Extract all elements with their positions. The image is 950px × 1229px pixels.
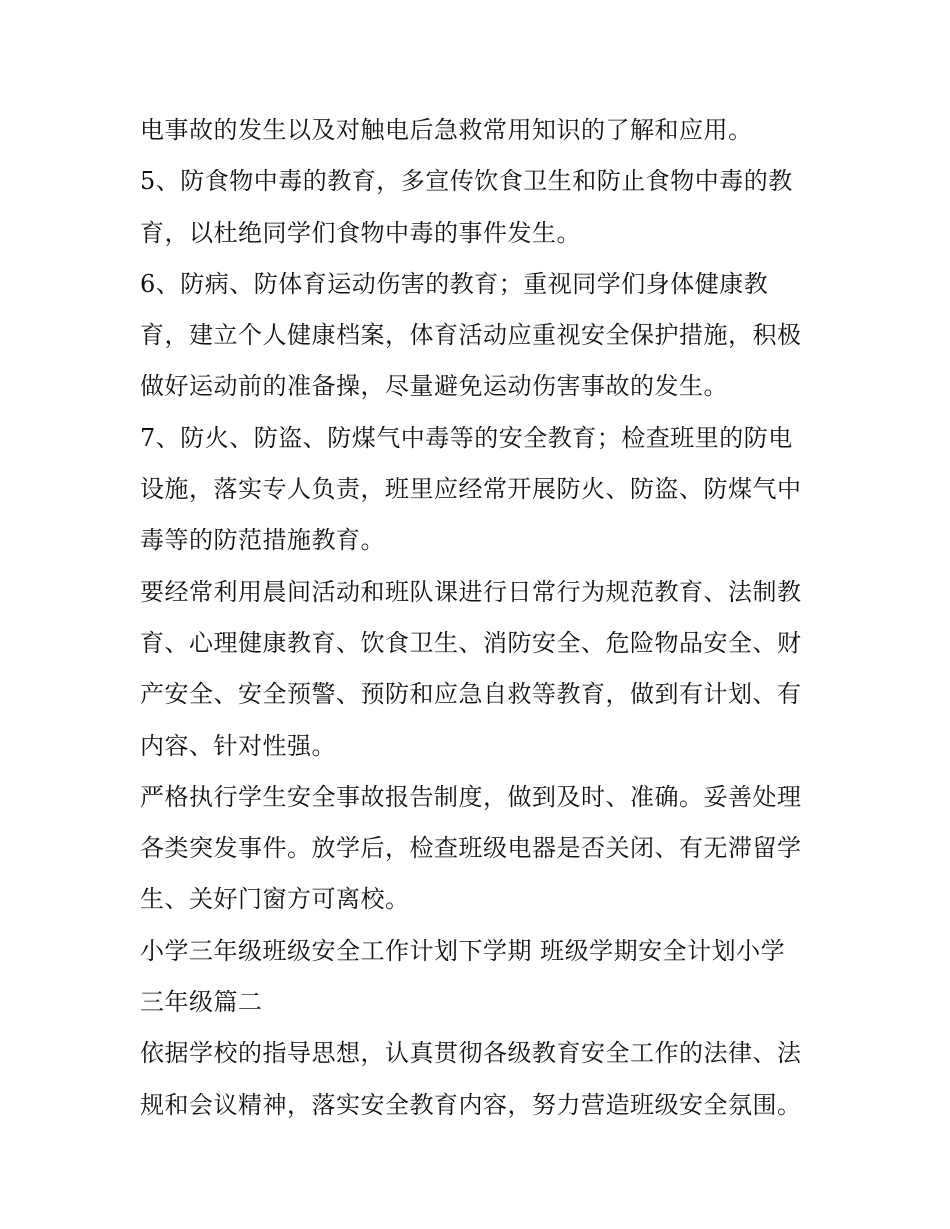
section-heading-line: 小学三年级班级安全工作计划下学期 班级学期安全计划小学 (140, 936, 786, 965)
text-line: 严格执行学生安全事故报告制度，做到及时、准确。妥善处理 (140, 782, 802, 811)
text-line: 生、关好门窗方可离校。 (140, 885, 410, 914)
text-line: 做好运动前的准备操，尽量避免运动伤害事故的发生。 (140, 372, 728, 401)
text-line: 各类突发事件。放学后，检查班级电器是否关闭、有无滞留学 (140, 834, 802, 863)
text-line: 6、防病、防体育运动伤害的教育；重视同学们身体健康教 (140, 269, 769, 298)
document-body (140, 108, 820, 1134)
text-line: 电事故的发生以及对触电后急救常用知识的了解和应用。 (140, 116, 753, 144)
text-line: 5、防食物中毒的教育，多宣传饮食卫生和防止食物中毒的教 (140, 167, 793, 196)
text-line: 育、心理健康教育、饮食卫生、消防安全、危险物品安全、财 (140, 628, 802, 657)
text-line: 产安全、安全预警、预防和应急自救等教育，做到有计划、有 (140, 680, 802, 709)
text-line: 要经常利用晨间活动和班队课进行日常行为规范教育、法制教 (140, 577, 802, 606)
text-line: 内容、针对性强。 (140, 731, 336, 760)
section-heading-line: 三年级篇二 (140, 988, 263, 1017)
text-line: 育，以杜绝同学们食物中毒的事件发生。 (140, 218, 581, 247)
text-line: 毒等的防范措施教育。 (140, 526, 385, 555)
text-line: 规和会议精神，落实安全教育内容，努力营造班级安全氛围。 (140, 1090, 802, 1119)
text-line: 设施，落实专人负责，班里应经常开展防火、防盗、防煤气中 (140, 475, 802, 504)
text-line: 育，建立个人健康档案，体育活动应重视安全保护措施，积极 (140, 321, 802, 350)
text-line: 依据学校的指导思想，认真贯彻各级教育安全工作的法律、法 (140, 1039, 802, 1068)
text-line: 7、防火、防盗、防煤气中毒等的安全教育；检查班里的防电 (140, 423, 793, 452)
